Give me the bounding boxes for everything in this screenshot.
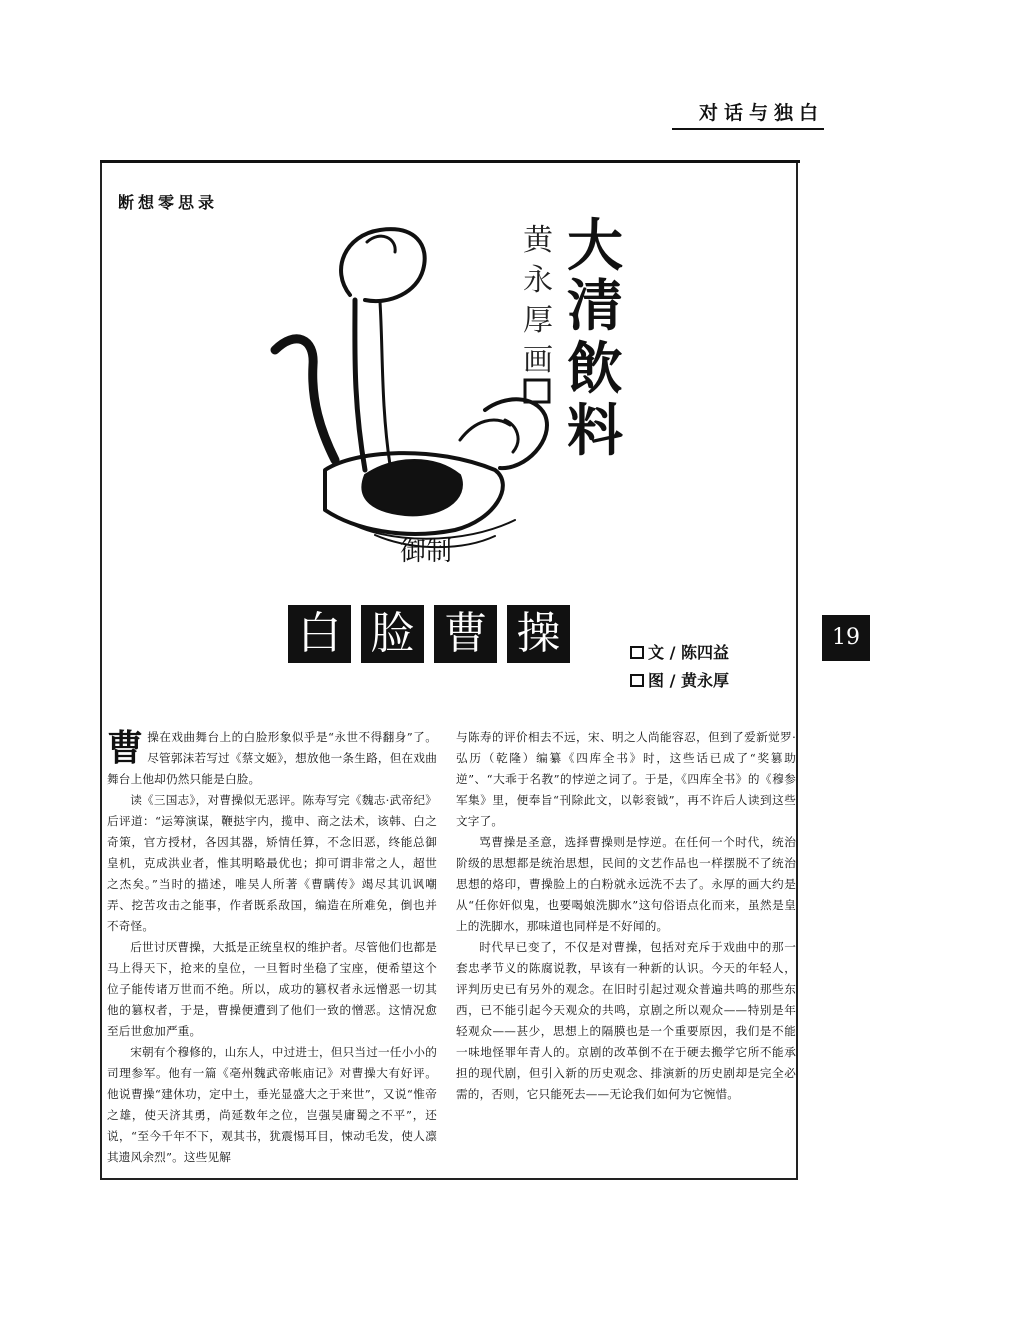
calligraphy-char: 清 xyxy=(567,273,623,339)
paragraph: 宋朝有个穆修的，山东人，中过进士，但只当过一任小小的司理参军。他有一篇《亳州魏武帝帐庙记》对曹操大有好评。他说曹操“建休功，定中土，垂光显盛大之于来世”，又说“惟帝之雄，使天济其勇，尚延数年之位，岂强吴庸蜀之不平”，还说，“至今千年不下，观其书，犹震惕耳目，悚动毛发，使人凛其遗风余烈”。这些见解 xyxy=(107,1045,437,1164)
signature-char: 画 xyxy=(523,343,553,378)
signature-char: 厚 xyxy=(523,303,553,338)
illustration-drawing xyxy=(255,200,635,580)
illustrator-credit xyxy=(630,668,729,691)
paragraph: 与陈寿的评价相去不远，宋、明之人尚能容忍，但到了爱新觉罗·弘历（乾隆）编纂《四库全书》时，这些话已成了“奖篡助逆”、“大乖于名教”的悖逆之词了。于是，《四库全书》的《穆参军集》里，便奉旨“刊除此文，以彰衮钺”，再不许后人读到这些文字了。 xyxy=(456,730,796,828)
paragraph xyxy=(107,727,437,790)
square-bullet-icon xyxy=(630,646,644,659)
column-label: 断想零思录 xyxy=(118,193,219,212)
square-bullet-icon xyxy=(630,674,644,687)
paragraph-text: 操在戏曲舞台上的白脸形象似乎是“永世不得翻身”了。尽管郭沫若写过《蔡文姬》，想放他一条生路，但在戏曲舞台上他却仍然只能是白脸。 xyxy=(107,730,437,786)
page-number: 19 xyxy=(822,615,870,661)
signature-char: 黄 xyxy=(523,223,553,258)
section-header: 对话与独白 xyxy=(672,98,824,130)
illustrator-credit-label: 图 / 黄永厚 xyxy=(648,671,729,690)
paragraph: 时代早已变了，不仅是对曹操，包括对充斥于戏曲中的那一套忠孝节义的陈腐说教，早该有一种新的认识。今天的年轻人，评判历史已有另外的观念。在旧时引起过观众普遍共鸣的那些东西，已不能引起今天观众的共鸣，京剧之所以观众——特别是年轻观众——甚少，思想上的隔膜也是一个重要原因，我们是不能一味地怪罪年青人的。京剧的改革倒不在于硬去搬学它所不能承担的现代剧，但引入新的历史观念、排演新的历史剧却是完全必需的，否则，它只能死去——无论我们如何为它惋惜。 xyxy=(456,940,796,1101)
ink-illustration xyxy=(255,200,635,580)
paragraph: 骂曹操是圣意，选择曹操则是悖逆。在任何一个时代，统治阶级的思想都是统治思想，民间的文艺作品也一样摆脱不了统治思想的烙印，曹操脸上的白粉就永远洗不去了。永厚的画大约是从“任你奸似鬼，也要喝娘洗脚水”这句俗语点化而来，虽然是皇上的洗脚水，那味道也同样是不好闻的。 xyxy=(456,835,796,933)
title-char: 脸 xyxy=(361,605,424,663)
stamp-text: 御制 xyxy=(400,537,453,567)
title-char: 操 xyxy=(507,605,570,663)
author-credit-label: 文 / 陈四益 xyxy=(648,643,729,662)
seal-stamp xyxy=(525,380,549,402)
calligraphy-char: 料 xyxy=(567,398,623,464)
article-column-right xyxy=(456,727,796,1105)
signature-char: 永 xyxy=(523,263,553,298)
dropcap: 曹 xyxy=(107,728,144,769)
article-column-left xyxy=(107,727,437,1168)
calligraphy-char: 飲 xyxy=(567,336,623,402)
title-char: 曹 xyxy=(434,605,497,663)
frame-top-rule xyxy=(100,160,800,163)
article-title xyxy=(288,605,570,663)
calligraphy-char: 大 xyxy=(567,213,623,279)
author-credit xyxy=(630,640,729,663)
paragraph: 后世讨厌曹操，大抵是正统皇权的维护者。尽管他们也都是马上得天下，抢来的皇位，一旦暂时坐稳了宝座，便希望这个位子能传诸万世而不绝。所以，成功的篡权者永远憎恶一切其他的篡权者，于是，曹操便遭到了他们一致的憎恶。这情况愈至后世愈加严重。 xyxy=(107,940,437,1038)
title-char: 白 xyxy=(288,605,351,663)
paragraph: 读《三国志》，对曹操似无恶评。陈寿写完《魏志·武帝纪》后评道：“运筹演谋，鞭挞宇内，揽申、商之法术，该韩、白之奇策，官方授材，各因其器，矫情任算，不念旧恶，终能总御皇机，克成洪业者，惟其明略最优也；抑可谓非常之人，超世之杰矣。”当时的描述，唯吴人所著《曹瞒传》竭尽其讥讽嘲弄、挖苦攻击之能事，作者既系敌国，编造在所难免，倒也并不奇怪。 xyxy=(107,793,437,933)
